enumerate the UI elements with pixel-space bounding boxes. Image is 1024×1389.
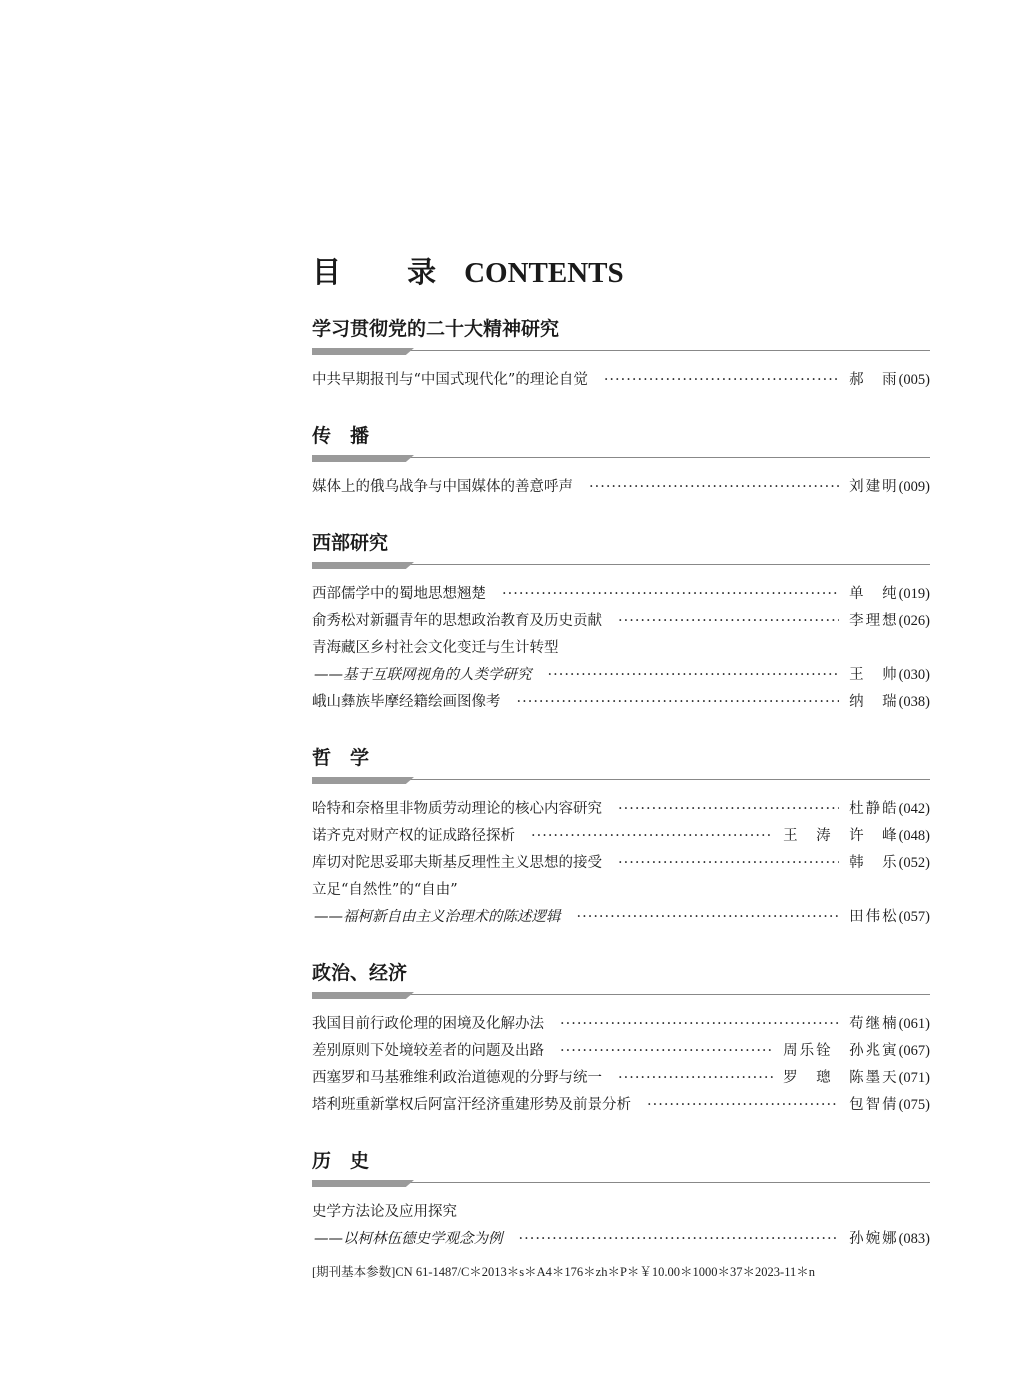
entry-title: 西部儒学中的蜀地思想翘楚 <box>312 586 486 602</box>
section-divider <box>312 455 930 465</box>
entry-author: 罗 璁 陈墨天 <box>783 1070 899 1086</box>
entry-page: (067) <box>898 1043 930 1059</box>
entry-page: (038) <box>898 694 930 710</box>
leader-dots <box>560 1016 839 1032</box>
toc-entry-title-line[interactable] <box>312 1200 930 1227</box>
entry-page: (030) <box>898 667 930 683</box>
toc-entry[interactable] <box>312 1039 930 1066</box>
entry-title: 我国目前行政伦理的困境及化解办法 <box>312 1016 544 1032</box>
entry-page: (083) <box>898 1231 930 1247</box>
leader-dots <box>589 479 839 495</box>
toc-entry[interactable] <box>312 368 930 395</box>
entry-subtitle: ——以柯林伍德史学观念为例 <box>314 1231 503 1247</box>
entry-author: 周乐铨 孙兆寅 <box>783 1043 899 1059</box>
entry-page: (075) <box>898 1097 930 1113</box>
entry-page: (009) <box>898 479 930 495</box>
entry-author: 田伟松 <box>849 909 899 925</box>
entry-subtitle: ——基于互联网视角的人类学研究 <box>314 667 532 683</box>
entry-title: 立足“自然性”的“自由” <box>312 882 458 898</box>
entry-author: 刘建明 <box>849 479 899 495</box>
entry-author: 包智倩 <box>849 1097 899 1113</box>
toc-entry[interactable] <box>312 797 930 824</box>
leader-dots <box>560 1043 773 1059</box>
toc-entry-title-line[interactable] <box>312 878 930 905</box>
toc-entry[interactable] <box>312 1227 930 1254</box>
toc-entry[interactable] <box>312 905 930 932</box>
toc-entry-title-line[interactable] <box>312 636 930 663</box>
section <box>312 743 930 932</box>
leader-dots <box>517 694 840 710</box>
leader-dots <box>577 909 840 925</box>
entry-title: 峨山彝族毕摩经籍绘画图像考 <box>312 694 501 710</box>
section <box>312 314 930 395</box>
section <box>312 958 930 1120</box>
toc-entry[interactable] <box>312 475 930 502</box>
section <box>312 421 930 502</box>
journal-parameters: [期刊基本参数]CN 61-1487/C＊2013＊s＊A4＊176＊zh＊P＊￥10.00＊1000＊37＊2023-11＊n <box>312 1265 816 1279</box>
entry-title: 塔利班重新掌权后阿富汗经济重建形势及前景分析 <box>312 1097 631 1113</box>
section-divider <box>312 348 930 358</box>
entry-title: 诺齐克对财产权的证成路径探析 <box>312 828 515 844</box>
entry-page: (071) <box>898 1070 930 1086</box>
toc-entry[interactable] <box>312 824 930 851</box>
title-zh: 目 录 <box>312 255 465 289</box>
entry-title: 史学方法论及应用探究 <box>312 1204 457 1220</box>
entry-title: 库切对陀思妥耶夫斯基反理性主义思想的接受 <box>312 855 602 871</box>
page-title <box>312 250 930 292</box>
leader-dots <box>647 1097 839 1113</box>
leader-dots <box>548 667 840 683</box>
section-divider <box>312 1180 930 1190</box>
entry-title: 哈特和奈格里非物质劳动理论的核心内容研究 <box>312 801 602 817</box>
section-title: 传 播 <box>312 425 370 447</box>
section-divider <box>312 777 930 787</box>
entry-page: (061) <box>898 1016 930 1032</box>
entry-author: 王 涛 许 峰 <box>783 828 899 844</box>
sections-container <box>312 314 930 1254</box>
entry-author: 苟继楠 <box>849 1016 899 1032</box>
entry-author: 杜静皓 <box>849 801 899 817</box>
section-divider <box>312 992 930 1002</box>
section <box>312 528 930 717</box>
toc-entry[interactable] <box>312 663 930 690</box>
entry-author: 郝 雨 <box>849 372 899 388</box>
entry-page: (048) <box>898 828 930 844</box>
toc-entry[interactable] <box>312 1012 930 1039</box>
entry-author: 王 帅 <box>849 667 899 683</box>
toc-entry[interactable] <box>312 1093 930 1120</box>
entry-page: (057) <box>898 909 930 925</box>
entry-page: (005) <box>898 372 930 388</box>
entry-title: 西塞罗和马基雅维利政治道德观的分野与统一 <box>312 1070 602 1086</box>
section-title: 学习贯彻党的二十大精神研究 <box>312 318 560 340</box>
toc-entry[interactable] <box>312 851 930 878</box>
entry-title: 媒体上的俄乌战争与中国媒体的善意呼声 <box>312 479 573 495</box>
entry-subtitle: ——福柯新自由主义治理术的陈述逻辑 <box>314 909 561 925</box>
table-of-contents <box>312 250 930 1254</box>
toc-entry[interactable] <box>312 609 930 636</box>
leader-dots <box>618 801 839 817</box>
entry-title: 青海藏区乡村社会文化变迁与生计转型 <box>312 640 559 656</box>
toc-entry[interactable] <box>312 690 930 717</box>
entry-title: 俞秀松对新疆青年的思想政治教育及历史贡献 <box>312 613 602 629</box>
section-divider <box>312 562 930 572</box>
section-title: 西部研究 <box>312 532 389 554</box>
section-title: 历 史 <box>312 1150 370 1172</box>
entry-title: 中共早期报刊与“中国式现代化”的理论自觉 <box>312 372 588 388</box>
section-title: 政治、经济 <box>312 962 408 984</box>
entry-author: 纳 瑞 <box>849 694 899 710</box>
leader-dots <box>531 828 773 844</box>
entry-page: (026) <box>898 613 930 629</box>
section <box>312 1146 930 1254</box>
leader-dots <box>519 1231 840 1247</box>
leader-dots <box>618 1070 773 1086</box>
entry-author: 李理想 <box>849 613 899 629</box>
entry-author: 韩 乐 <box>849 855 899 871</box>
entry-page: (052) <box>898 855 930 871</box>
title-en: CONTENTS <box>464 257 624 289</box>
leader-dots <box>604 372 839 388</box>
entry-author: 单 纯 <box>849 586 899 602</box>
toc-entry[interactable] <box>312 582 930 609</box>
entry-title: 差别原则下处境较差者的问题及出路 <box>312 1043 544 1059</box>
entry-page: (042) <box>898 801 930 817</box>
section-title: 哲 学 <box>312 747 370 769</box>
entry-author: 孙婉娜 <box>849 1231 899 1247</box>
entry-page: (019) <box>898 586 930 602</box>
leader-dots <box>618 855 839 871</box>
leader-dots <box>618 613 839 629</box>
leader-dots <box>502 586 839 602</box>
toc-entry[interactable] <box>312 1066 930 1093</box>
